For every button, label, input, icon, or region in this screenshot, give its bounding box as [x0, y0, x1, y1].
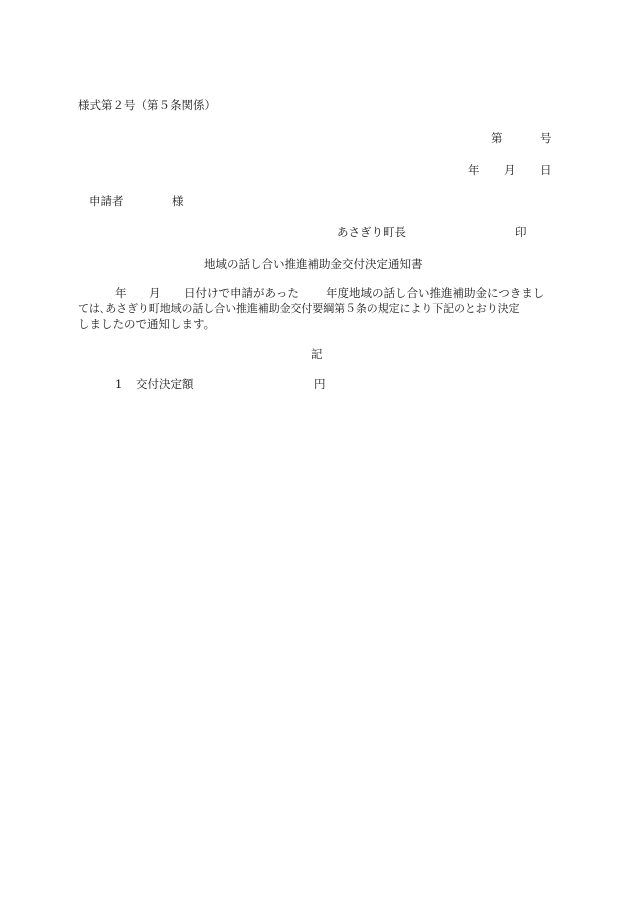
seal-label: 印	[515, 225, 527, 239]
number-suffix: 号	[540, 131, 552, 145]
document-title: 地域の話し合い推進補助金交付決定通知書	[204, 257, 423, 271]
item-number: 1	[115, 377, 123, 391]
ki-heading: 記	[311, 347, 323, 361]
body-year: 年	[115, 286, 127, 300]
body-day-tail: 日付けで申請があった	[184, 286, 299, 300]
body-fiscal-tail: 年度地域の話し合い推進補助金につきまし	[326, 286, 545, 300]
item-label: 交付決定額	[136, 377, 194, 391]
date-month: 月	[504, 163, 516, 177]
applicant-honorific: 様	[172, 194, 184, 208]
date-year: 年	[468, 163, 480, 177]
applicant-label: 申請者	[89, 194, 124, 208]
issuer-title: あさぎり町長	[337, 225, 406, 239]
body-month: 月	[149, 286, 161, 300]
item-unit: 円	[314, 377, 326, 391]
body-line-3: しましたので通知します。	[78, 317, 216, 331]
number-prefix: 第	[491, 131, 503, 145]
body-line-2: ては､あさぎり町地域の話し合い推進補助金交付要綱第５条の規定により下記のとおり決定	[78, 302, 520, 315]
date-day: 日	[540, 163, 552, 177]
form-number: 様式第２号（第５条関係）	[78, 98, 216, 112]
